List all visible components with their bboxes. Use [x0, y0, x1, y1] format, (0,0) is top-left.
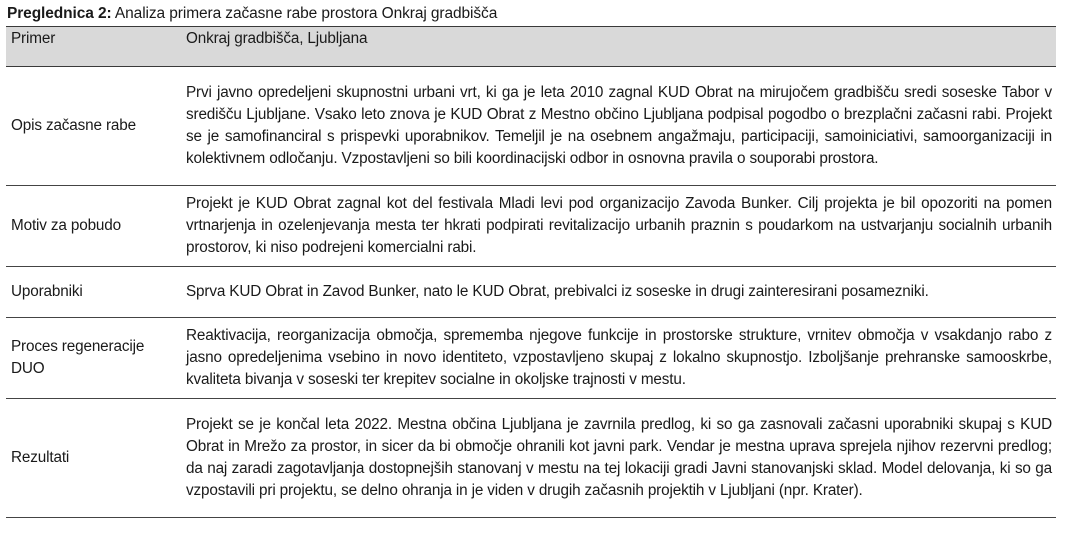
header-case-name: Onkraj gradbišča, Ljubljana	[186, 30, 368, 47]
table-row	[6, 399, 1056, 518]
row-value: Prvi javno opredeljeni skupnostni urbani vrt, ki ga je leta 2010 zagnal KUD Obrat na mirujočem gradbišču sredi soseske Tabor v središču Ljubljane. Vsako leto znova je KUD Obrat z Mestno občino Ljubljana podpisal pogodbo o brezplačni začasni rabi. Projekt se je samofinanciral s prispevki uporabnikov. Temeljil je na osebnem angažmaju, participaciji, samoiniciativi, samoorganizaciji in kolektivnem odločanju. Vzpostavljeni so bili koordinacijski odbor in osnovna pravila o souporabi prostora.	[186, 84, 1052, 167]
row-key: Uporabniki	[11, 283, 83, 300]
row-value: Projekt je KUD Obrat zagnal kot del festivala Mladi levi pod organizacijo Zavoda Bunker. Cilj projekta je bil opozoriti na pomen vrtnarjenja in ozelenjevanja mesta ter hkrati podpirati revitalizacijo urbanih praznin s poudarkom na ustvarjanju socialnih urbanih prostorov, ki niso podrejeni komercialni rabi.	[186, 195, 1052, 256]
row-value: Projekt se je končal leta 2022. Mestna občina Ljubljana je zavrnila predlog, ki so ga zasnovali začasni uporabniki skupaj s KUD Obrat in Mrežo za prostor, in sicer da bi območje ohranili kot javni park. Vendar je mestna uprava sprejela njihov rezervni predlog; da naj zaradi zagotavljanja dostopnejših stanovanj v mestu na tej lokaciji gradi Javni stanovanjski sklad. Model delovanja, ki so ga vzpostavili pri projektu, se delno ohranja in je viden v drugih začasnih projektih v Ljubljani (npr. Krater).	[186, 416, 1052, 499]
row-key: Opis začasne rabe	[11, 117, 136, 134]
row-key: Motiv za pobudo	[11, 217, 121, 234]
row-value: Sprva KUD Obrat in Zavod Bunker, nato le KUD Obrat, prebivalci iz soseske in drugi zainteresirani posamezniki.	[186, 283, 929, 300]
analysis-table	[6, 26, 1056, 518]
row-key: Proces regeneracije DUO	[11, 338, 145, 377]
table-row	[6, 318, 1056, 399]
row-key: Rezultati	[11, 449, 70, 466]
table-row	[6, 267, 1056, 318]
header-primer: Primer	[11, 30, 56, 47]
caption-label: Preglednica 2:	[7, 5, 112, 22]
table-caption	[6, 4, 1059, 26]
table-row	[6, 67, 1056, 186]
row-value: Reaktivacija, reorganizacija območja, sprememba njegove funkcije in prostorske strukture, vrnitev območja v vsakdanjo rabo z jasno opredeljenima vsebino in novo identiteto, vzpostavljeno skupaj z lokalno skupnostjo. Izboljšanje prehranske samooskrbe, kvaliteta bivanja v soseski ter krepitev socialne in okoljske trajnosti v mestu.	[186, 327, 1052, 388]
table-header-row	[6, 27, 1056, 67]
table-row	[6, 186, 1056, 267]
caption-title: Analiza primera začasne rabe prostora Onkraj gradbišča	[114, 5, 498, 22]
